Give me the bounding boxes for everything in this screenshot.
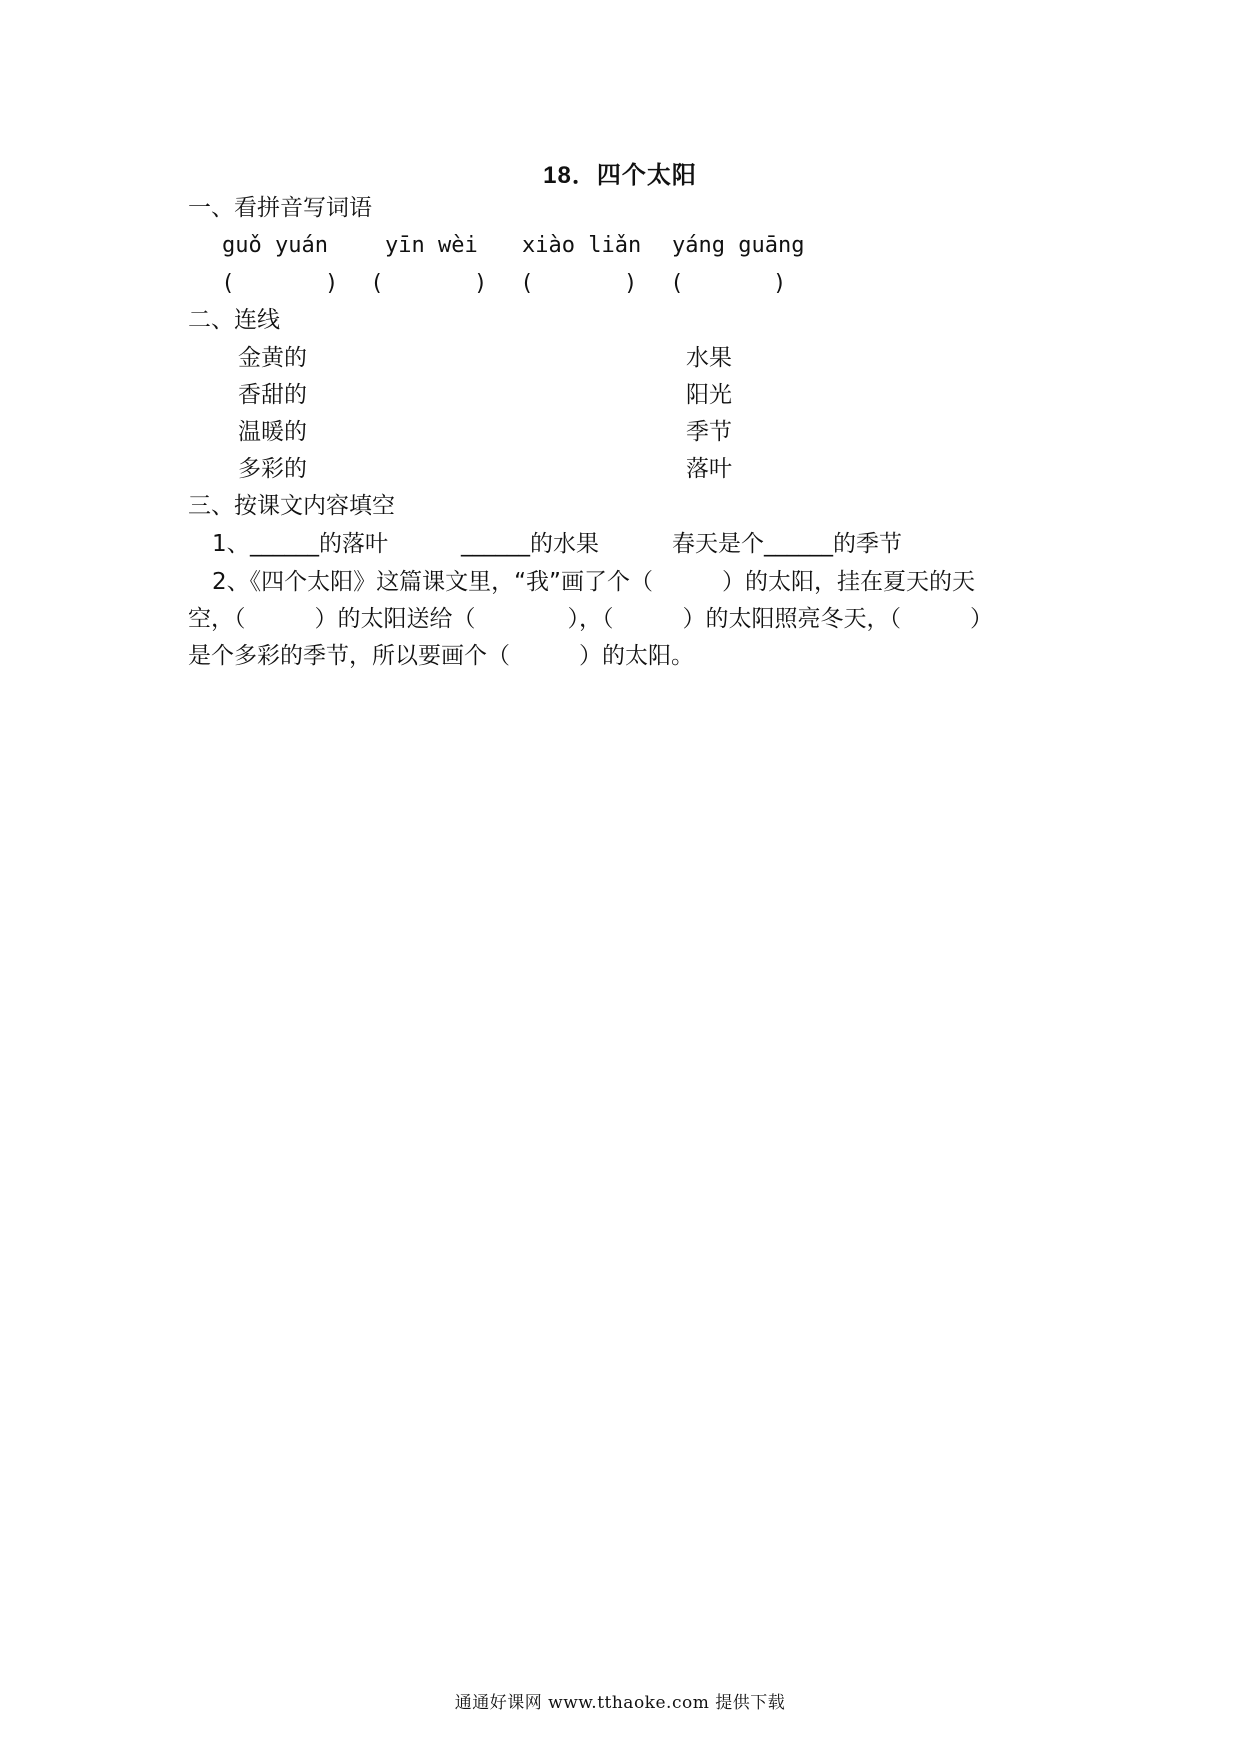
match-right-item: 落叶 [686, 456, 732, 482]
answer-paren-open: ( [523, 271, 532, 296]
match-left-item: 香甜的 [238, 382, 307, 408]
question2-line: 2、《四个太阳》这篇课文里，“我”画了个（ ）的太阳，挂在夏天的天 [212, 569, 975, 595]
question1-blank-c: 春天是个______的季节 [672, 531, 902, 557]
pinyin-item: guǒ yuán [222, 233, 328, 258]
question2-line: 空，（ ）的太阳送给（ ），（ ）的太阳照亮冬天，（ ） [188, 606, 993, 632]
answer-paren-close: ) [626, 271, 635, 296]
match-left-item: 温暖的 [238, 419, 307, 445]
answer-paren-close: ) [327, 271, 336, 296]
footer-source: 通通好课网 www.tthaoke.com 提供下载 [454, 1693, 786, 1713]
section3-heading: 三、按课文内容填空 [188, 493, 395, 519]
answer-paren-open: ( [373, 271, 382, 296]
pinyin-item: xiào liǎn [522, 233, 642, 258]
section1-heading: 一、看拼音写词语 [188, 195, 372, 221]
section2-heading: 二、连线 [188, 307, 280, 333]
match-right-item: 季节 [686, 419, 732, 445]
worksheet-title: 18．四个太阳 [543, 162, 697, 189]
pinyin-item: yīn wèi [385, 233, 478, 258]
question1-blank-a: ______的落叶 [250, 531, 388, 557]
question2-line: 是个多彩的季节，所以要画个（ ）的太阳。 [188, 643, 694, 669]
question1-blank-b: ______的水果 [461, 531, 599, 557]
answer-paren-open: ( [673, 271, 682, 296]
match-right-item: 阳光 [686, 382, 732, 408]
match-left-item: 金黄的 [238, 345, 307, 371]
answer-paren-open: ( [224, 271, 233, 296]
match-left-item: 多彩的 [238, 456, 307, 482]
answer-paren-close: ) [775, 271, 784, 296]
question1-number: 1、 [212, 531, 250, 557]
match-right-item: 水果 [686, 345, 732, 371]
pinyin-item: yáng guāng [672, 233, 805, 258]
answer-paren-close: ) [476, 271, 485, 296]
